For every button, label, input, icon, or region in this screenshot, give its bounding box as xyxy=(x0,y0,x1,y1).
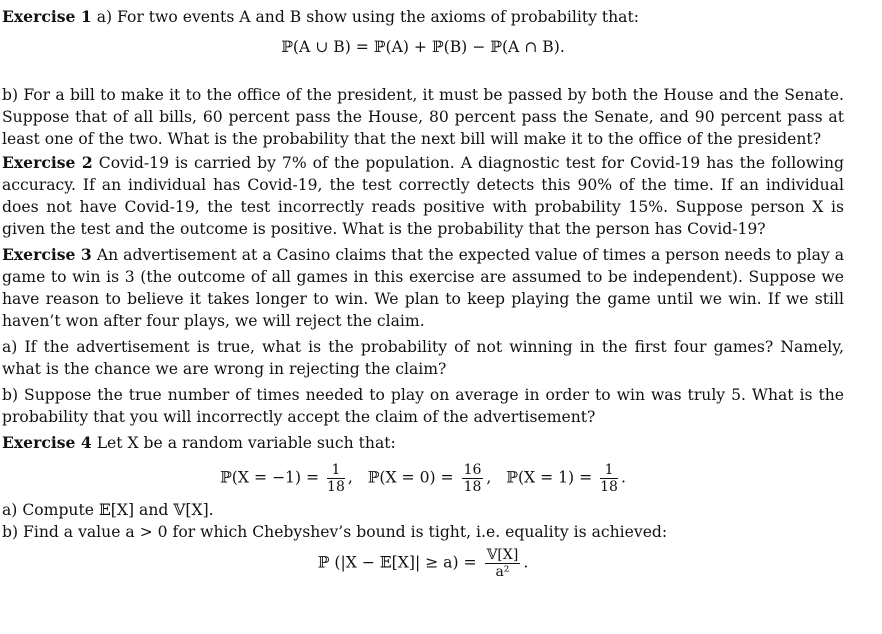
prob-one-lhs: ℙ(X = 1) = xyxy=(506,468,593,487)
prob-minus-one-fraction xyxy=(327,462,345,495)
prob-minus-one-lhs: ℙ(X = −1) = xyxy=(220,468,320,487)
prob-zero-num: 16 xyxy=(463,462,482,478)
chebyshev-lhs: ℙ (|X − 𝔼[X]| ≥ a) = xyxy=(317,553,477,572)
exercise-4-title: Exercise 4 xyxy=(2,433,92,452)
exercise-4-part-a: a) Compute 𝔼[X] and 𝕍[X]. xyxy=(2,501,214,519)
prob-zero-lhs: ℙ(X = 0) = xyxy=(367,468,454,487)
exercise-1-part-a xyxy=(2,6,844,28)
prob-zero-fraction xyxy=(462,462,484,495)
prob-minus-one-num: 1 xyxy=(327,462,345,479)
distribution-formula: ℙ(X = −1) = $\frac{1}{18}$ , ℙ(X = 0) = $\frac{16}{18}$ , ℙ(X = 1) = $\frac{1}{18}$ . xyxy=(220,462,626,495)
chebyshev-num: 𝕍[X] xyxy=(486,547,519,563)
prob-zero-den: 18 xyxy=(463,479,482,495)
exercise-sheet xyxy=(2,0,844,580)
exercise-1-part-b: b) For a bill to make it to the office of the president, it must be passed by both the House and the Senate. Suppose that of all bills, 60 percent pass the House, 80 percent pass the Senate, and 90 percent pass at least one of the two. What is the probability that the next bill will make it to the office of the president? xyxy=(2,86,844,148)
exercise-3-text: An advertisement at a Casino claims that the expected value of times a person needs to play a game to win is 3 (the outcome of all games in this exercise are assumed to be independent). Suppose we have reason to believe it takes longer to win. We plan to keep playing the game until we win. If we still haven’t won after four plays, we will reject the claim. xyxy=(2,246,844,330)
prob-one-den: 18 xyxy=(600,479,618,495)
exercise-3 xyxy=(2,244,844,332)
union-formula: ℙ(A ∪ B) = ℙ(A) + ℙ(B) − ℙ(A ∩ B). xyxy=(281,38,565,56)
prob-one-num: 1 xyxy=(600,462,618,479)
prob-one-fraction xyxy=(600,462,618,495)
chebyshev-formula: ℙ (|X − 𝔼[X]| ≥ a) = $\frac{\text{𝕍[X]}}{\text{a²}}$ . xyxy=(317,547,529,580)
exercise-4-intro-text: Let X be a random variable such that: xyxy=(96,434,396,452)
exercise-3-part-b: b) Suppose the true number of times needed to play on average in order to win was truly 5. What is the probability that you will incorrectly accept the claim of the advertisement? xyxy=(2,386,844,426)
exercise-1-title: Exercise 1 xyxy=(2,7,92,26)
exercise-2-text: Covid-19 is carried by 7% of the population. A diagnostic test for Covid-19 has the following accuracy. If an individual has Covid-19, the test correctly detects this 90% of the time. If an individual does not have Covid-19, the test incorrectly reads positive with probability 15%. Suppose person X is given the test and the outcome is positive. What is the probability that the person has Covid-19? xyxy=(2,154,844,238)
exercise-1-a-text: a) For two events A and B show using the axioms of probability that: xyxy=(96,8,639,26)
exercise-3-title: Exercise 3 xyxy=(2,245,92,264)
chebyshev-den: a² xyxy=(495,564,510,580)
exercise-3-part-a: a) If the advertisement is true, what is the probability of not winning in the first four games? Namely, what is the chance we are wrong in rejecting the claim? xyxy=(2,338,844,378)
exercise-2 xyxy=(2,152,844,240)
exercise-4-part-b: b) Find a value a > 0 for which Chebyshev’s bound is tight, i.e. equality is achieved: xyxy=(2,523,668,541)
chebyshev-fraction xyxy=(485,547,521,580)
exercise-4-intro xyxy=(2,432,844,454)
prob-minus-one-den: 18 xyxy=(327,479,345,495)
exercise-2-title: Exercise 2 xyxy=(2,153,93,172)
